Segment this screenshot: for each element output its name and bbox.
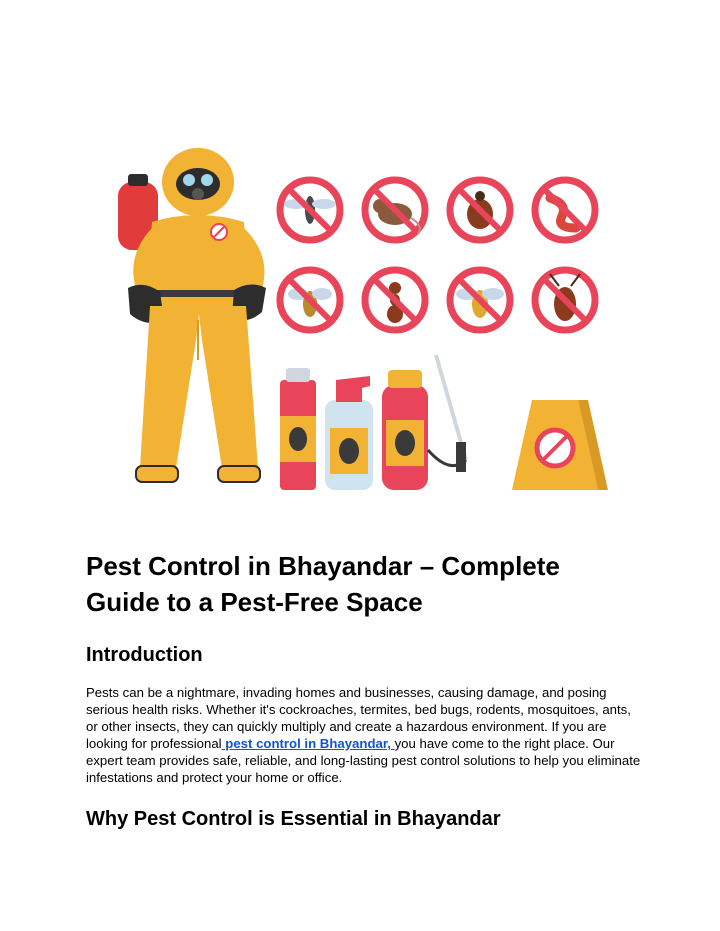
page-title-line-2: Guide to a Pest-Free Space [86,587,423,617]
no-tick-icon [450,180,510,240]
no-cockroach-icon [535,270,595,330]
caution-sign-icon [512,400,608,490]
pump-sprayer-icon [382,355,466,490]
introduction-paragraph [86,684,646,786]
introduction-heading: Introduction [86,644,203,666]
spray-bottle-icon [325,376,373,490]
no-rat-icon [365,180,425,240]
worker-icon [118,148,266,482]
intro-text-after-link: you have come to the right place. Our expert team provides safe, reliable, and long-lasting pest control solutions to help you eliminate infestations and protect your home or office. [86,736,641,785]
no-fly-icon [280,270,340,330]
hero-illustration [100,130,630,510]
no-ant-icon [365,270,425,330]
why-pest-control-heading: Why Pest Control is Essential in Bhayandar [86,808,501,830]
page-title [86,548,646,620]
intro-text-before-link: Pests can be a nightmare, invading homes and businesses, causing damage, and posing serious health risks. Whether it's cockroaches, termites, bed bugs, rodents, mosquitoes, ants, or other insects, they can quickly multiply and create a hazardous environment. If you are looking for professional [86,685,631,751]
no-bee-icon [450,270,510,330]
page-title-line-1: Pest Control in Bhayandar – Complete [86,551,560,581]
no-centipede-icon [535,180,595,240]
aerosol-can-icon [280,368,316,490]
pest-control-link[interactable]: pest control in Bhayandar, [221,736,395,751]
no-mosquito-icon [280,180,340,240]
